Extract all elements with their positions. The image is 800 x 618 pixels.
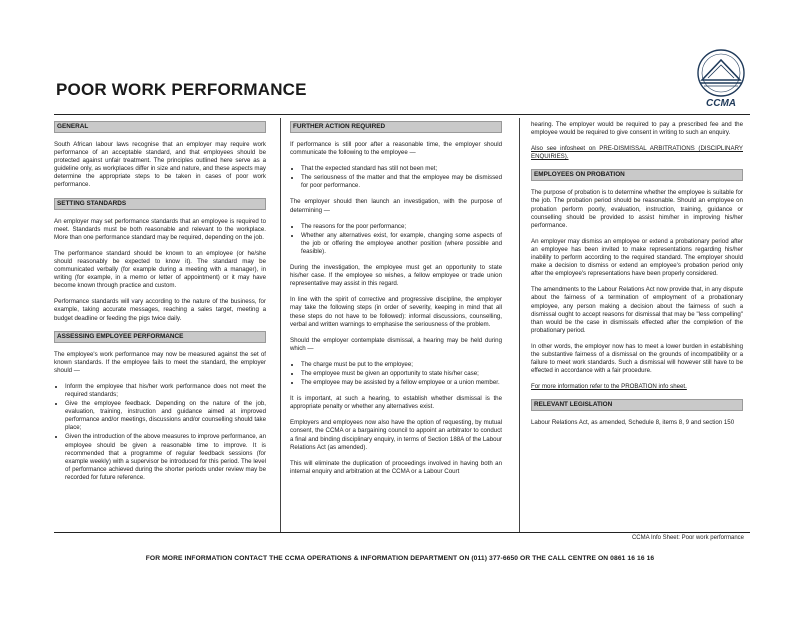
column-divider — [519, 118, 520, 532]
column-1 — [54, 121, 266, 490]
probation-paragraph-3: The amendments to the Labour Relations Act now provide that, in any dispute about the fairness of a termination of employment of a probationary employee, any person making a decision about the fairness of such a dismissal ought to accept reasons for dismissal that may be "less compelling" than would be the case in dismissals effected after the completion of the probationary period. — [531, 286, 743, 334]
further-paragraph-7: Employers and employees now also have the option of requesting, by mutual consent, the CCMA or a bargaining council to appoint an arbitrator to conduct a final and binding disciplinary enquiry, in terms of Section 188A of the Labour Relations Act (as amended). — [290, 419, 502, 451]
list-item: • The reasons for the poor performance; — [301, 223, 502, 231]
list-item: • The employee may be assisted by a fellow employee or a union member. — [301, 379, 502, 387]
column-2 — [290, 121, 502, 484]
section-heading-setting-standards: SETTING STANDARDS — [54, 198, 266, 210]
further-list-1 — [290, 165, 502, 190]
further-paragraph-4: In line with the spirit of corrective and progressive discipline, the employer may take the following steps (in order of severity, keeping in mind that all these steps do not have to be followed): informal discussions, counselling, verbal and written warnings to emphasise the seriousness of the problem. — [290, 296, 502, 328]
further-list-3 — [290, 361, 502, 387]
probation-paragraph-1: The purpose of probation is to determine whether the employee is suitable for the job. The probation period should be reasonable. Should an employee on probation perform poorly, evaluation, instruction, training, guidance or counselling should be provided to assist him/her in improving his/her performance. — [531, 189, 743, 229]
section-heading-assessing: ASSESSING EMPLOYEE PERFORMANCE — [54, 331, 266, 343]
logo-text: CCMA — [706, 98, 736, 109]
title-divider — [54, 114, 750, 115]
probation-info-link[interactable]: For more information refer to the PROBATION info sheet. — [531, 383, 687, 391]
ccma-emblem-icon — [692, 48, 750, 98]
see-also-link[interactable]: Also see infosheet on PRE-DISMISSAL ARBITRATIONS (DISCIPLINARY ENQUIRIES). — [531, 145, 743, 161]
continued-paragraph: hearing. The employer would be required to pay a prescribed fee and the employee would be required to give consent in writing to such an enquiry. — [531, 121, 743, 137]
setting-paragraph-1: An employer may set performance standards that an employee is required to meet. Standards must be both reasonable and relevant to the workplace. More than one performance standard may be required, depending on the job. — [54, 217, 266, 241]
setting-paragraph-3: Performance standards will vary according to the nature of the business, for example, taking accurate messages, reaching a sales target, meeting a budget deadline or feeding the pigs twice daily. — [54, 298, 266, 322]
section-heading-probation: EMPLOYEES ON PROBATION — [531, 169, 743, 181]
column-3 — [531, 121, 743, 435]
further-paragraph-1: If performance is still poor after a reasonable time, the employer should communicate the following to the employee — — [290, 141, 502, 157]
further-paragraph-2: The employer should then launch an investigation, with the purpose of determining — — [290, 198, 502, 214]
list-item: • The charge must be put to the employee; — [301, 361, 502, 369]
further-paragraph-3: During the investigation, the employee must get an opportunity to state his/her case. If the employee so wishes, a fellow employee or trade union representative may assist in this regard. — [290, 264, 502, 288]
setting-paragraph-2: The performance standard should be known to an employee (or he/she should reasonably be expected to know it). The standard may be communicated verbally (for example during a meeting with a manager), in writing (for example, in a memo or letter of appointment) or it may have become known through practice and custom. — [54, 249, 266, 290]
footer-contact: FOR MORE INFORMATION CONTACT THE CCMA OPERATIONS & INFORMATION DEPARTMENT ON (011) 377-6650 OR THE CALL CENTRE ON 0861 16 16 16 — [145, 555, 655, 562]
assessing-list — [54, 383, 266, 482]
general-paragraph: South African labour laws recognise that an employer may require work performance of an acceptable standard, and that employees should be protected against unfair treatment. The principles outlined here serve as a guideline only, as workplaces differ in size and nature, and these aspects may determine the appropriate steps to be taken in cases of poor work performance. — [54, 141, 266, 189]
section-heading-further-action: FURTHER ACTION REQUIRED — [290, 121, 502, 133]
further-paragraph-5: Should the employer contemplate dismissal, a hearing may be held during which — — [290, 336, 502, 352]
column-divider — [280, 118, 281, 532]
legislation-paragraph: Labour Relations Act, as amended, Schedule 8, items 8, 9 and section 150 — [531, 419, 735, 427]
list-item: • Give the employee feedback. Depending on the nature of the job, evaluation, training, instruction and guidance aimed at improved performance and/or meetings, discussions and/or counselling should take place; — [65, 400, 266, 432]
assessing-paragraph: The employee's work performance may now be measured against the set of known standards. If the employee fails to meet the standard, the employer should — — [54, 350, 266, 374]
page-title: POOR WORK PERFORMANCE — [56, 80, 307, 99]
list-item: • Whether any alternatives exist, for example, changing some aspects of the job or offering the employee another position (where possible and feasible). — [301, 232, 502, 256]
info-sheet-label: CCMA Info Sheet: Poor work performance — [631, 535, 744, 541]
section-heading-legislation: RELEVANT LEGISLATION — [531, 399, 743, 411]
further-list-2 — [290, 223, 502, 256]
further-paragraph-6: It is important, at such a hearing, to establish whether dismissal is the appropriate penalty or whether any alternatives exist. — [290, 395, 502, 411]
list-item: • The seriousness of the matter and that the employee may be dismissed for poor performance. — [301, 174, 502, 190]
section-heading-general: GENERAL — [54, 121, 266, 133]
probation-paragraph-4: In other words, the employer now has to meet a lower burden in establishing the substantive fairness of a dismissal on the grounds of incompatibility or a failure to meet work standards. Such a dismissal will however still have to be effected in accordance with a fair procedure. — [531, 342, 743, 375]
list-item: • Inform the employee that his/her work performance does not meet the required standards; — [65, 383, 266, 399]
list-item: • The employee must be given an opportunity to state his/her case; — [301, 370, 502, 378]
ccma-logo — [692, 48, 750, 112]
bottom-divider — [54, 532, 750, 533]
further-paragraph-8: This will eliminate the duplication of proceedings involved in having both an internal enquiry and arbitration at the CCMA or a Labour Court — [290, 459, 502, 475]
list-item: • Given the introduction of the above measures to improve performance, an employee should be given a reasonable time to improve. It is recommended that a programme of regular feedback sessions (for example weekly) with a supervisor be introduced for this period. The level of performance achieved during the shorter periods under review may be recorded for future reference. — [65, 433, 266, 482]
probation-paragraph-2: An employer may dismiss an employee or extend a probationary period after an employee has been invited to make representations regarding his/her inability to perform according to the required standard. The employer should make a decision to dismiss or extend an employee's probation period only after the employee's representations have been properly considered. — [531, 237, 743, 278]
list-item: • That the expected standard has still not been met; — [301, 165, 502, 173]
